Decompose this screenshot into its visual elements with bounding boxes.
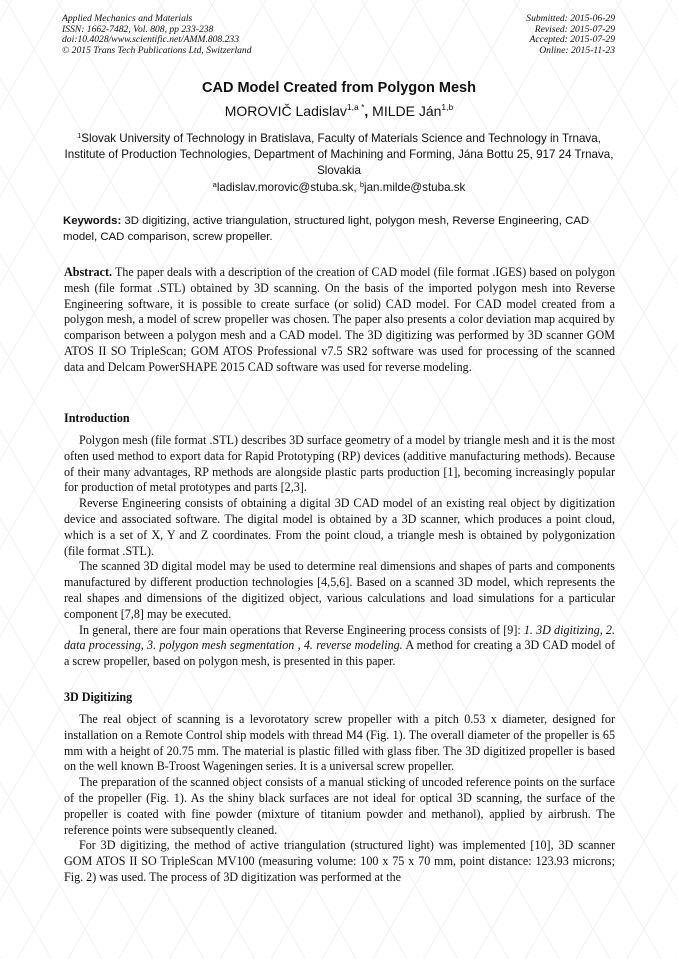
date-accepted: Accepted: 2015-07-29	[529, 34, 615, 46]
digitizing-paragraph-2: The preparation of the scanned object consists of a manual sticking of uncoded reference points on the surface of the propeller (Fig. 1). As the shiny black surfaces are not ideal for optical 3D scanning, the surface of the propeller is coated with fine powder (mixture of titanium powder and methanol), applied by airbrush. The reference points were subsequently cleaned.	[64, 775, 615, 837]
digitizing-paragraph-3: For 3D digitizing, the method of active triangulation (structured light) was implemented [10], 3D scanner GOM ATOS II SO TripleScan MV100 (measuring volume: 100 x 75 x 70 mm, point distance: 123.93 microns; Fig. 2) was used. The process of 3D digitization was performed at the	[64, 838, 615, 884]
affiliation	[62, 131, 616, 178]
journal-doi: doi:10.4028/www.scientific.net/AMM.808.233	[62, 34, 240, 46]
section-heading-introduction: Introduction	[64, 411, 130, 425]
intro-paragraph-3: The scanned 3D digital model may be used to determine real dimensions and shapes of parts and components manufactured by different production technologies [4,5,6]. Based on a scanned 3D model, which represents the real shapes and dimensions of the digitized object, various calculations and load simulations for a particular component [7,8] may be executed.	[64, 559, 615, 621]
date-submitted: Submitted: 2015-06-29	[526, 13, 615, 24]
intro-p4-end: A method for creating a 3D CAD model of a screw propeller, based on polygon mesh, is presented in this paper.	[64, 638, 615, 669]
abstract-text: The paper deals with a description of the creation of CAD model (file format .IGES) based on polygon mesh (file format .STL) obtained by 3D scanning. On the basis of the imported polygon mesh into Reverse Engineering software, it is possible to create surface (or solid) CAD model. For CAD model created from a polygon mesh, a model of screw propeller was chosen. The paper also presents a color deviation map acquired by comparison between a polygon mesh and a CAD model. The 3D digitizing was performed by 3D scanner GOM ATOS II SO TripleScan; GOM ATOS Professional v7.5 SR2 software was used for processing of the scanned data and Delcam PowerSHAPE 2015 CAD software was used for reverse modeling.	[64, 265, 615, 374]
journal-issn: ISSN: 1662-7482, Vol. 808, pp 233-238	[62, 23, 214, 35]
keywords	[63, 213, 615, 245]
journal-name: Applied Mechanics and Materials	[62, 13, 193, 24]
abstract-label: Abstract.	[64, 265, 113, 279]
digitizing-section	[64, 712, 615, 886]
submission-dates	[526, 14, 615, 56]
affiliation-text: Slovak University of Technology in Bratislava, Faculty of Materials Science and Technology in Trnava, Institute of Production Technologies, Department of Machining and Forming, Jána Bottu 25, 917 24 Trnava, Slovakia	[64, 132, 614, 177]
author-2-name: MILDE Ján	[372, 103, 442, 119]
author-1-name: MOROVIČ Ladislav	[224, 103, 347, 119]
affiliation-sup: 1	[77, 131, 82, 140]
author-2-sup: 1,b	[441, 102, 454, 112]
section-heading-3d-digitizing: 3D Digitizing	[64, 690, 133, 704]
date-online: Online: 2015-11-23	[539, 44, 615, 56]
date-revised: Revised: 2015-07-29	[534, 23, 615, 35]
author-line	[0, 103, 678, 119]
digitizing-paragraph-1: The real object of scanning is a levorotatory screw propeller with a pitch 0.53 x diameter, designed for installation on a Remote Control ship models with thread M4 (Fig. 1). The overall diameter of the propeller is 65 mm with a height of 20.75 mm. The material is plastic filled with glass fiber. The 3D digitized propeller is based on the well known B-Troost Wageningen series. It is a universal screw propeller.	[64, 712, 615, 774]
intro-paragraph-4	[64, 623, 615, 670]
paper-title: CAD Model Created from Polygon Mesh	[202, 80, 476, 96]
keywords-label: Keywords:	[63, 215, 122, 227]
email-line: $^a$ladislav.morovic@stuba.sk, $^b$jan.milde@stuba.sk	[212, 180, 466, 194]
intro-p4-operations: 1. 3D digitizing, 2. data processing, 3. polygon mesh segmentation , 4. reverse modeling.	[64, 622, 615, 653]
intro-p4-start: In general, there are four main operations that Reverse Engineering process consists of [9]:	[79, 622, 524, 637]
journal-info	[62, 14, 252, 56]
email-a-sup: a	[212, 180, 217, 189]
author-1-sup: 1,a *	[346, 102, 365, 112]
intro-paragraph-2: Reverse Engineering consists of obtaining a digital 3D CAD model of an existing real object by digitization device and associated software. The digital model is obtained by a 3D scanner, which produces a point cloud, which is a set of X, Y and Z coordinates. From the point cloud, a triangle mesh is obtained by polygonization (file format .STL).	[64, 496, 615, 558]
journal-copyright: © 2015 Trans Tech Publications Ltd, Switzerland	[62, 44, 252, 56]
introduction-section	[64, 433, 615, 670]
abstract	[64, 265, 615, 376]
email-b-sup: b	[359, 180, 364, 189]
intro-paragraph-1: Polygon mesh (file format .STL) describes 3D surface geometry of a model by triangle mesh and it is the most often used method to export data for Rapid Prototyping (RP) devices (additive manufacturing methods). Because of their many advantages, RP methods are alongside plastic parts production [1], becoming increasingly popular for production of metal prototypes and parts [2,3].	[64, 433, 615, 495]
author-separator: ,	[364, 103, 373, 119]
email-a[interactable]: ladislav.morovic@stuba.sk	[216, 181, 354, 194]
keywords-text: 3D digitizing, active triangulation, structured light, polygon mesh, Reverse Engineering, CAD model, CAD comparison, screw propeller.	[63, 215, 590, 244]
email-b[interactable]: jan.milde@stuba.sk	[364, 181, 466, 194]
